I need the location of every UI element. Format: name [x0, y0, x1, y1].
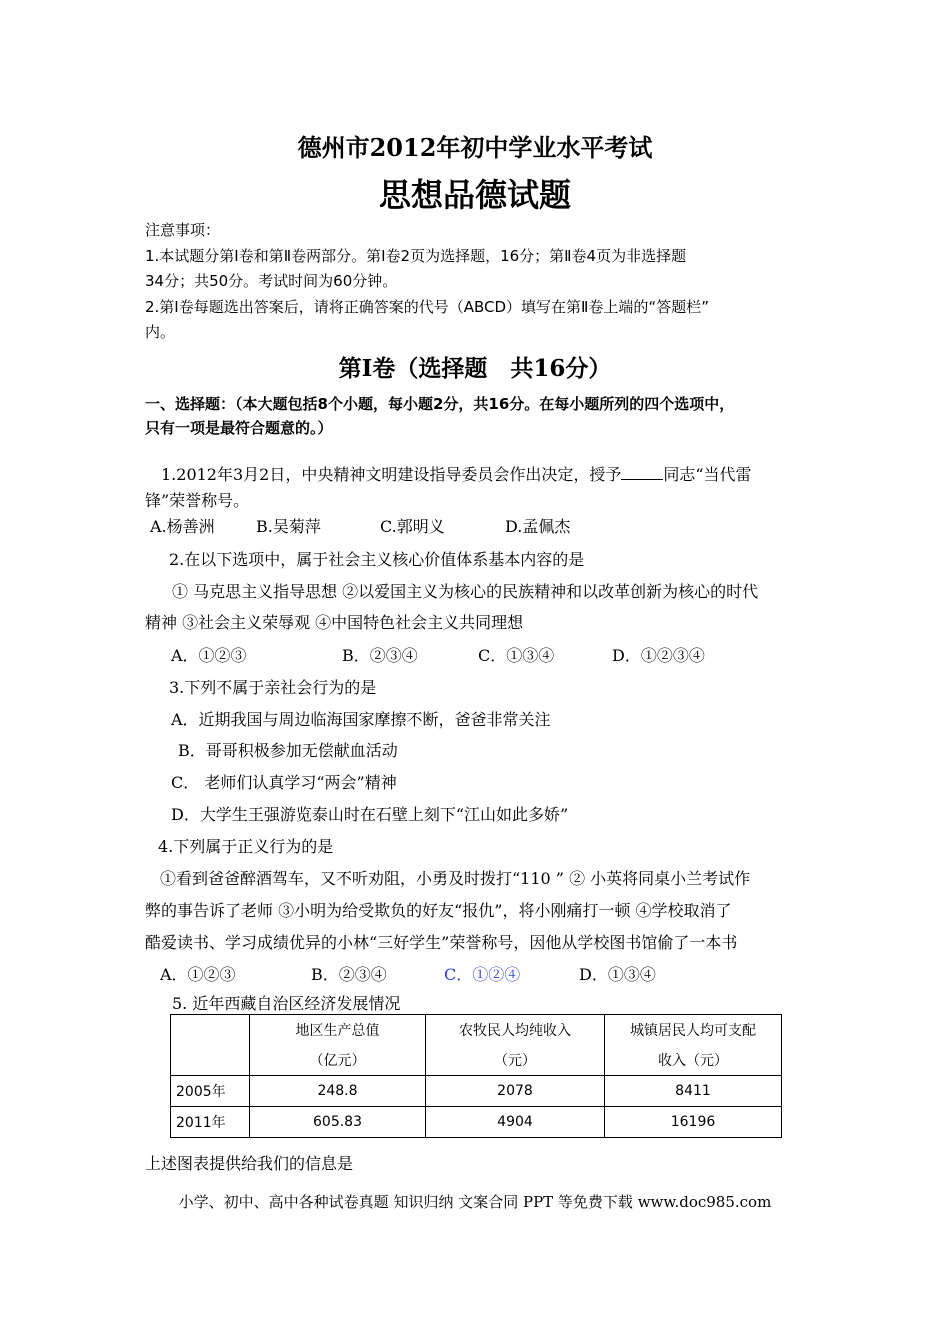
- row-year: 2005年: [171, 1076, 250, 1107]
- q1-line2: 锋”荣誉称号。: [145, 491, 250, 510]
- q3-stem: 3.下列不属于亲社会行为的是: [169, 678, 377, 697]
- header-urban-line2: 收入（元）: [605, 1045, 782, 1076]
- q1-stem-a: 1.2012年3月2日，中央精神文明建设指导委员会作出决定，授予: [161, 465, 622, 484]
- notice-item1-line1: 1.本试题分第Ⅰ卷和第Ⅱ卷两部分。第Ⅰ卷2页为选择题，16分；第Ⅱ卷4页为非选择题: [145, 247, 687, 265]
- q2-line2: 精神 ③社会主义荣辱观 ④中国特色社会主义共同理想: [145, 613, 524, 632]
- section-title: 第Ⅰ卷（选择题 共16分）: [338, 355, 612, 382]
- notice-heading: 注意事项：: [145, 221, 221, 239]
- q1-stem-b: 同志“当代雷: [663, 465, 752, 484]
- notice-item2-line2: 内。: [145, 323, 176, 341]
- q1-line1: [161, 462, 752, 485]
- q4-option-d: D．①③④: [579, 965, 656, 984]
- q3-option-b: B．哥哥积极参加无偿献血活动: [178, 741, 398, 760]
- q4-option-a: A．①②③: [160, 965, 236, 984]
- notice-item2-line1: 2.第Ⅰ卷每题选出答案后，请将正确答案的代号（ABCD）填写在第Ⅱ卷上端的“答题栏”: [145, 298, 709, 316]
- q3-option-a: A．近期我国与周边临海国家摩擦不断，爸爸非常关注: [171, 710, 551, 729]
- q2-option-b: B．②③④: [342, 646, 418, 665]
- q4-stem: 4.下列属于正义行为的是: [158, 837, 334, 856]
- section-intro-line2: 只有一项是最符合题意的。）: [145, 419, 333, 437]
- header-urban-line1: 城镇居民人均可支配: [605, 1015, 782, 1046]
- economic-data-table: [170, 1014, 782, 1138]
- q1-option-a: A.杨善洲: [150, 517, 215, 536]
- row-gdp: 605.83: [250, 1107, 426, 1138]
- row-year: 2011年: [171, 1107, 250, 1138]
- subject-title: 思想品德试题: [378, 176, 571, 214]
- header-rural-line2: （元）: [426, 1045, 605, 1076]
- q4-line3: 酷爱读书、学习成绩优异的小林“三好学生”荣誉称号，因他从学校图书馆偷了一本书: [145, 933, 738, 952]
- q2-option-a: A．①②③: [171, 646, 247, 665]
- q4-option-b: B．②③④: [311, 965, 387, 984]
- row-urban: 8411: [605, 1076, 782, 1107]
- exam-title: 德州市2012年初中学业水平考试: [297, 133, 653, 162]
- q1-option-d: D.孟佩杰: [505, 517, 571, 536]
- q4-line2: 弊的事告诉了老师 ③小明为给受欺负的好友“报仇”，将小刚痛打一顿 ④学校取消了: [145, 901, 732, 920]
- q2-option-d: D．①②③④: [612, 646, 705, 665]
- q2-option-c: C．①③④: [478, 646, 555, 665]
- q3-option-c: C． 老师们认真学习“两会”精神: [171, 773, 397, 792]
- q5-stem: 5. 近年西藏自治区经济发展情况: [172, 994, 401, 1013]
- notice-item1-line2: 34分；共50分。考试时间为60分钟。: [145, 272, 398, 290]
- row-urban: 16196: [605, 1107, 782, 1138]
- q2-line1: ① 马克思主义指导思想 ②以爱国主义为核心的民族精神和以改革创新为核心的时代: [172, 582, 759, 601]
- q3-option-d: D．大学生王强游览泰山时在石壁上刻下“江山如此多娇”: [171, 805, 569, 824]
- table-corner-cell: [171, 1015, 250, 1076]
- q4-option-c: C．①②④: [444, 965, 521, 984]
- q4-line1: ①看到爸爸醉酒驾车，又不听劝阻，小勇及时拨打“110 ” ② 小英将同桌小兰考试作: [160, 869, 751, 888]
- q1-option-b: B.吴菊萍: [256, 517, 321, 536]
- row-gdp: 248.8: [250, 1076, 426, 1107]
- header-rural-line1: 农牧民人均纯收入: [426, 1015, 605, 1046]
- table-row: [171, 1107, 782, 1138]
- section-intro-line1: 一、选择题：（本大题包括8个小题，每小题2分，共16分。在每小题所列的四个选项中，: [145, 395, 735, 413]
- header-gdp-line2: （亿元）: [250, 1045, 426, 1076]
- table-header-row: [171, 1015, 782, 1046]
- q5-after-text: 上述图表提供给我们的信息是: [145, 1154, 354, 1173]
- row-rural: 4904: [426, 1107, 605, 1138]
- q1-answer-blank: [621, 465, 663, 480]
- table-row: [171, 1076, 782, 1107]
- q2-stem: 2.在以下选项中，属于社会主义核心价值体系基本内容的是: [169, 550, 585, 569]
- row-rural: 2078: [426, 1076, 605, 1107]
- header-gdp-line1: 地区生产总值: [250, 1015, 426, 1046]
- table-header-row-2: [171, 1045, 782, 1076]
- q1-option-c: C.郭明义: [380, 517, 445, 536]
- footer-ad: 小学、初中、高中各种试卷真题 知识归纳 文案合同 PPT 等免费下载 www.doc985.com: [178, 1193, 772, 1211]
